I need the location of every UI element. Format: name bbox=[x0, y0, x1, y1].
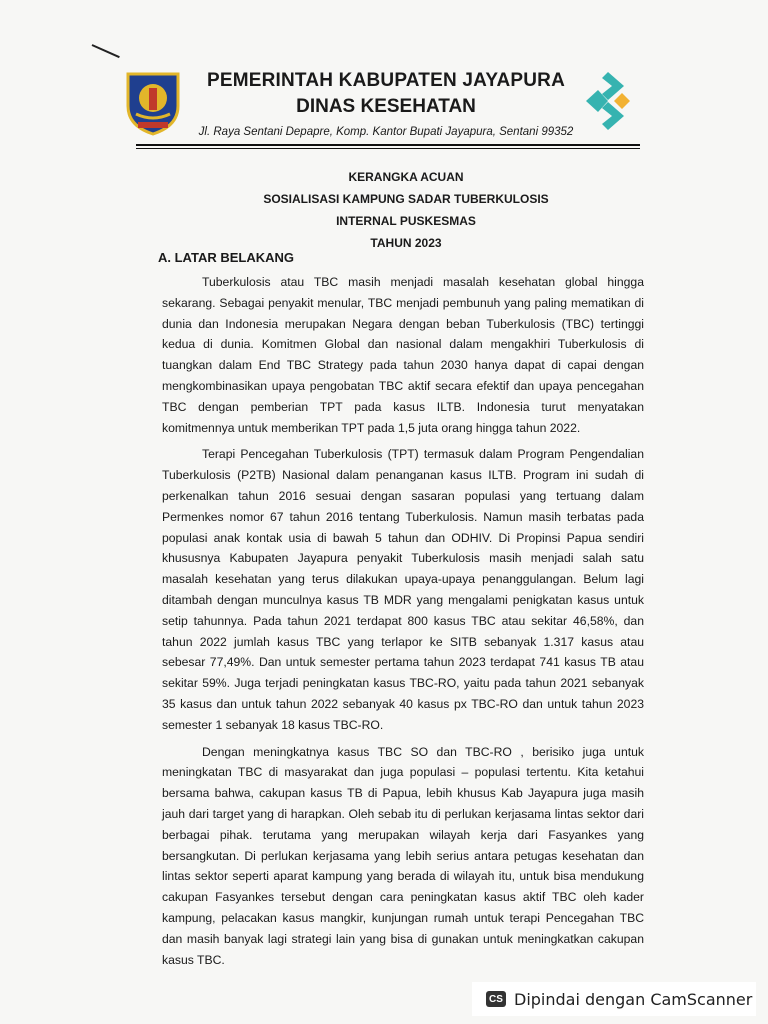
document-title bbox=[136, 166, 676, 254]
paragraph-2: Terapi Pencegahan Tuberkulosis (TPT) termasuk dalam Program Pengendalian Tuberkulosis (P2TB) Nasional dalam penanganan kasus ILTB. Program ini sudah di perkenalkan tahun 2016 sesuai dengan sasaran populasi yang tertuang dalam Permenkes nomor 67 tahun 2016 tentang Tuberkulosis. Namun masih terbatas pada populasi anak kontak usia di bawah 5 tahun dan ODHIV. Di Propinsi Papua sendiri khususnya Kabupaten Jayapura penyakit Tuberkulosis masih menjadi salah satu masalah kesehatan yang terus dilakukan upaya-upaya penanggulangan. Belum lagi ditambah dengan munculnya kasus TB MDR yang mengalami penigkatan kasus untuk setip tahunnya. Pada tahun 2021 terdapat 800 kasus TBC atau sekitar 46,58%, dan tahun 2022 jumlah kasus TBC yang terlapor ke SITB sebanyak 1.317 kasus atau sebesar 77,49%. Dan untuk semester pertama tahun 2023 terdapat 741 kasus TB atau sekitar 59%. Juga terjadi peningkatan kasus TBC-RO, yaitu pada tahun 2021 sebanyak 35 kasus dan untuk tahun 2022 sebanyak 40 kasus px TBC-RO dan untuk tahun 2023 semester 1 sebanyak 18 kasus TBC-RO. bbox=[162, 447, 644, 732]
title-line-3: INTERNAL PUSKESMAS bbox=[336, 214, 476, 228]
letterhead-rule-thin bbox=[136, 148, 640, 149]
kemenkes-logo-icon bbox=[584, 68, 634, 134]
letterhead bbox=[196, 70, 576, 138]
title-line-2: SOSIALISASI KAMPUNG SADAR TUBERKULOSIS bbox=[263, 192, 549, 206]
section-body bbox=[162, 272, 644, 976]
watermark-text: Dipindai dengan CamScanner bbox=[514, 989, 753, 1009]
paragraph-1: Tuberkulosis atau TBC masih menjadi masalah kesehatan global hingga sekarang. Sebagai penyakit menular, TBC menjadi pembunuh yang paling mematikan di dunia dan Indonesia merupakan Negara dengan beban Tuberkulosis (TBC) tertinggi kedua di dunia. Komitmen Global dan nasional dalam mengakhiri Tuberkulosis di tuangkan dalam End TBC Strategy pada tahun 2030 hanya dapat di capai dengan mengkombinasikan upaya pengobatan TBC aktif secara efektif dan upaya pencegahan TBC dengan pemberian TPT pada kasus ILTB. Indonesia turut menyatakan komitmennya untuk memberikan TPT pada 1,5 juta orang hingga tahun 2022. bbox=[162, 275, 644, 435]
camscanner-watermark bbox=[472, 982, 756, 1016]
regency-crest-icon bbox=[124, 70, 182, 136]
office-address: Jl. Raya Sentani Depapre, Komp. Kantor Bupati Jayapura, Sentani 99352 bbox=[198, 126, 574, 138]
section-heading: A. LATAR BELAKANG bbox=[158, 250, 295, 265]
paragraph-3: Dengan meningkatnya kasus TBC SO dan TBC-RO , berisiko juga untuk meningkatan TBC di masyarakat dan juga populasi – populasi tertentu. Kita ketahui bersama bahwa, cakupan kasus TB di Papua, lebih khusus Kab Jayapura juga masih jauh dari target yang di harapkan. Oleh sebab itu di perlukan kerjasama lintas sektor dari berbagai pihak. terutama yang merupakan wilayah kerja dari Fasyankes yang bersangkutan. Di perlukan kerjasama yang lebih serius antara petugas kesehatan dan lintas sektor seperti aparat kampung yang berada di wilayah itu, untuk bisa mendukung cakupan Fasyankes tersebut dengan cara peningkatan kasus aktif TBC oleh kader kampung, pelacakan kasus mangkir, kunjungan rumah untuk terapi Pencegahan TBC dan masih banyak lagi strategi lain yang bisa di gunakan untuk meningkatkan cakupan kasus TBC. bbox=[162, 744, 644, 967]
title-line-4: TAHUN 2023 bbox=[370, 236, 442, 250]
camscanner-logo-icon: CS bbox=[486, 991, 506, 1007]
title-line-1: KERANGKA ACUAN bbox=[348, 170, 464, 184]
department-name: DINAS KESEHATAN bbox=[296, 96, 476, 117]
government-name: PEMERINTAH KABUPATEN JAYAPURA bbox=[206, 70, 566, 91]
pen-stroke-mark bbox=[92, 44, 120, 58]
letterhead-rule-thick bbox=[136, 144, 640, 146]
